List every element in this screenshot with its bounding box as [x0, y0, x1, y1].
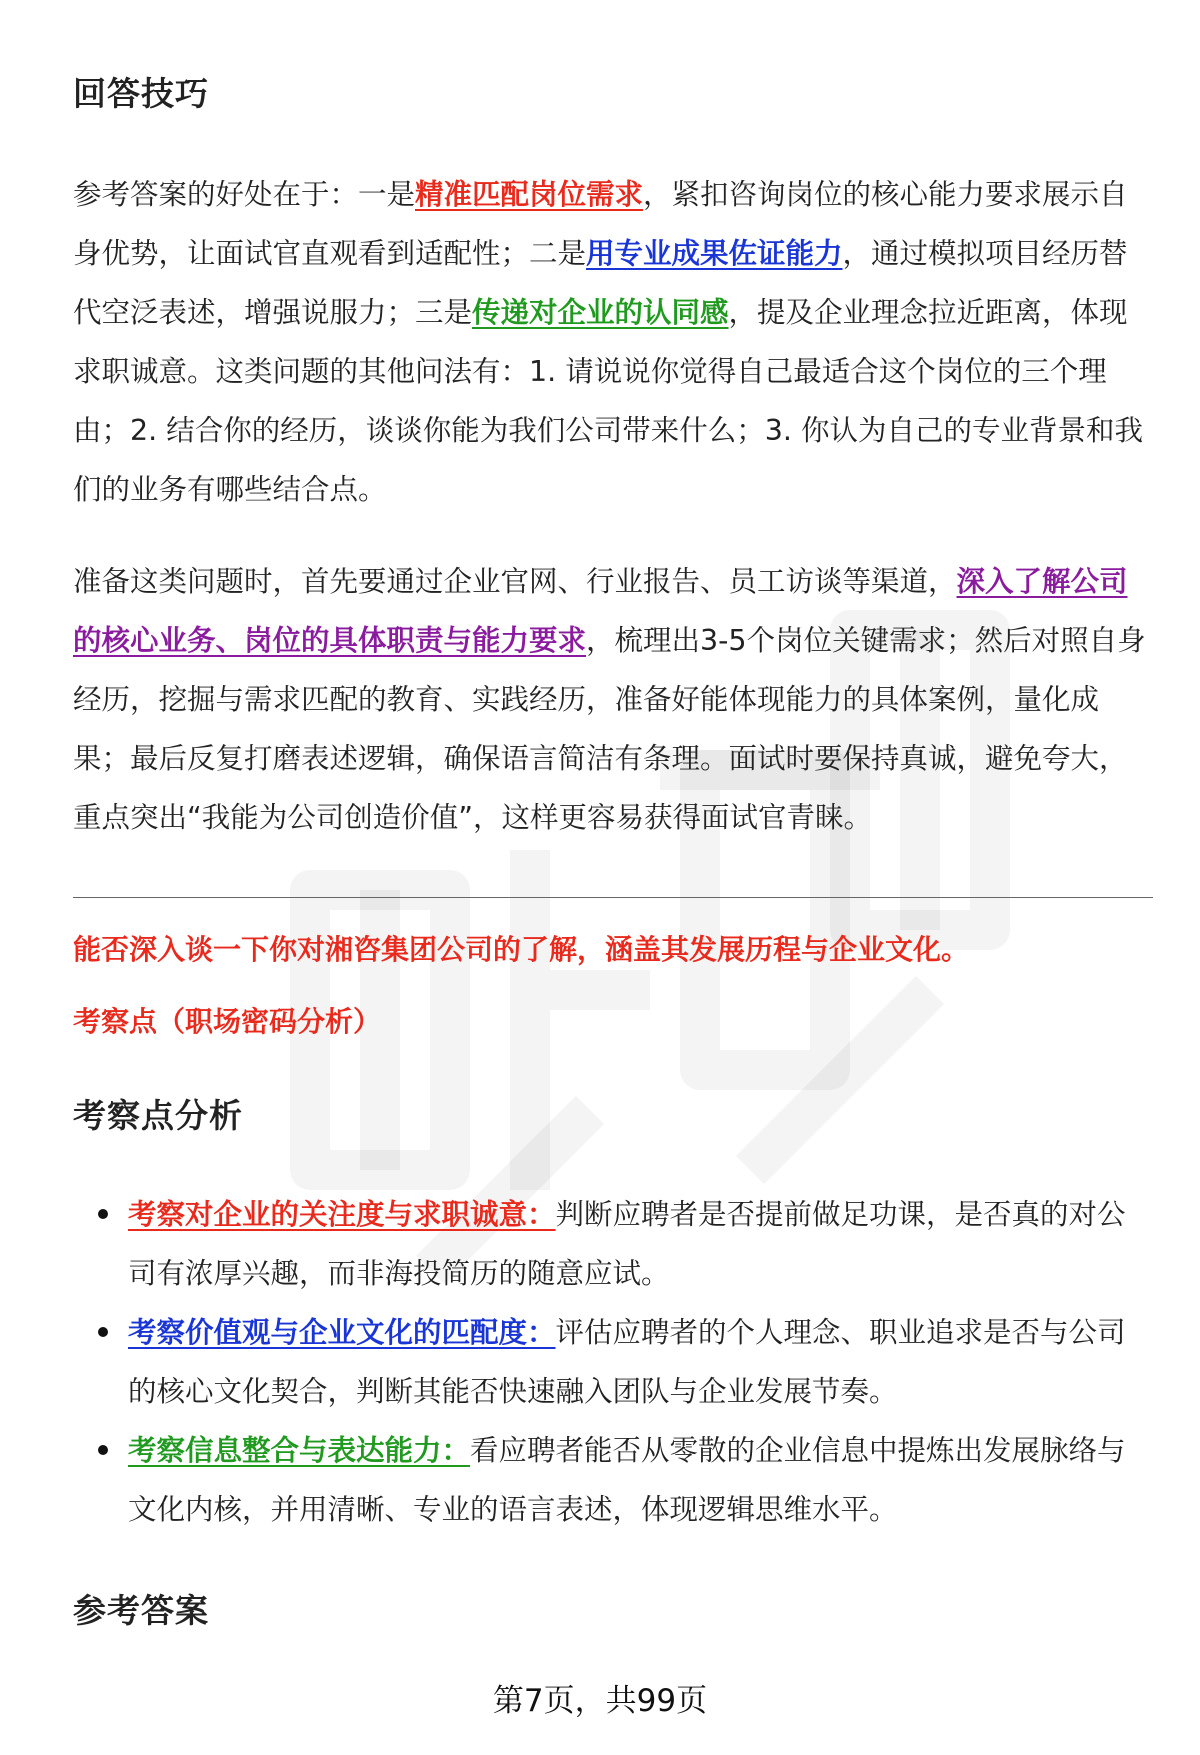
bullet-text: 评估应聘者的个人理念、职业追求是否与公司的核心文化契合，判断其能否快速融入团队与企业发展节奏。	[128, 1316, 1126, 1408]
list-item	[73, 1303, 1153, 1421]
section-title-analysis: 考察点分析	[73, 1096, 243, 1135]
paragraph-benefits	[73, 165, 1153, 519]
bullet-text: 判断应聘者是否提前做足功课，是否真的对公司有浓厚兴趣，而非海投简历的随意应试。	[128, 1198, 1126, 1290]
bullet-label: 考察对企业的关注度与求职诚意：	[128, 1198, 556, 1231]
paragraph-preparation	[73, 552, 1153, 847]
text-segment: ，通过模拟项目经历替代空泛表述，增强说服力；三是	[73, 237, 1128, 329]
bullet-label: 考察信息整合与表达能力：	[128, 1434, 471, 1467]
highlight-deep-understanding: 深入了解公司的核心业务、岗位的具体职责与能力要求	[73, 565, 1128, 657]
list-item	[73, 1185, 1153, 1303]
bullet-text: 看应聘者能否从零散的企业信息中提炼出发展脉络与文化内核，并用清晰、专业的语言表述，体现逻辑思维水平。	[128, 1434, 1126, 1526]
bullet-icon	[98, 1209, 108, 1219]
analysis-list	[73, 1185, 1153, 1539]
highlight-company-identity: 传递对企业的认同感	[472, 296, 729, 329]
section-title-reference-answer: 参考答案	[73, 1591, 209, 1630]
section-title-answer-tips: 回答技巧	[73, 74, 209, 113]
bullet-icon	[98, 1327, 108, 1337]
text-segment: ，紧扣咨询岗位的核心能力要求展示自身优势，让面试官直观看到适配性；二是	[73, 178, 1128, 270]
highlight-professional-results: 用专业成果佐证能力	[586, 237, 843, 270]
text-segment: 准备这类问题时，首先要通过企业官网、行业报告、员工访谈等渠道，	[73, 565, 957, 598]
text-segment: ，梳理出3-5个岗位关键需求；然后对照自身经历，挖掘与需求匹配的教育、实践经历，准备好能体现能力的具体案例，量化成果；最后反复打磨表述逻辑，确保语言简洁有条理。面试时要保持真诚，避免夸大，重点突出“我能为公司创造价值”，这样更容易获得面试官青睐。	[73, 624, 1146, 834]
page-number: 第7页，共99页	[492, 1683, 708, 1719]
assessment-point-label: 考察点（职场密码分析）	[73, 1005, 382, 1038]
bullet-icon	[98, 1445, 108, 1455]
text-segment: 参考答案的好处在于：一是	[73, 178, 416, 211]
list-item	[73, 1421, 1153, 1539]
highlight-precise-match: 精准匹配岗位需求	[415, 178, 644, 211]
bullet-label: 考察价值观与企业文化的匹配度：	[128, 1316, 556, 1349]
interview-question: 能否深入谈一下你对湘咨集团公司的了解，涵盖其发展历程与企业文化。	[73, 933, 970, 966]
section-divider	[73, 897, 1153, 898]
text-segment: ，提及企业理念拉近距离，体现求职诚意。这类问题的其他问法有：1. 请说说你觉得自己最适合这个岗位的三个理由；2. 结合你的经历，谈谈你能为我们公司带来什么；3. 你认为自己的专业背景和我们的业务有哪些结合点。	[73, 296, 1144, 506]
